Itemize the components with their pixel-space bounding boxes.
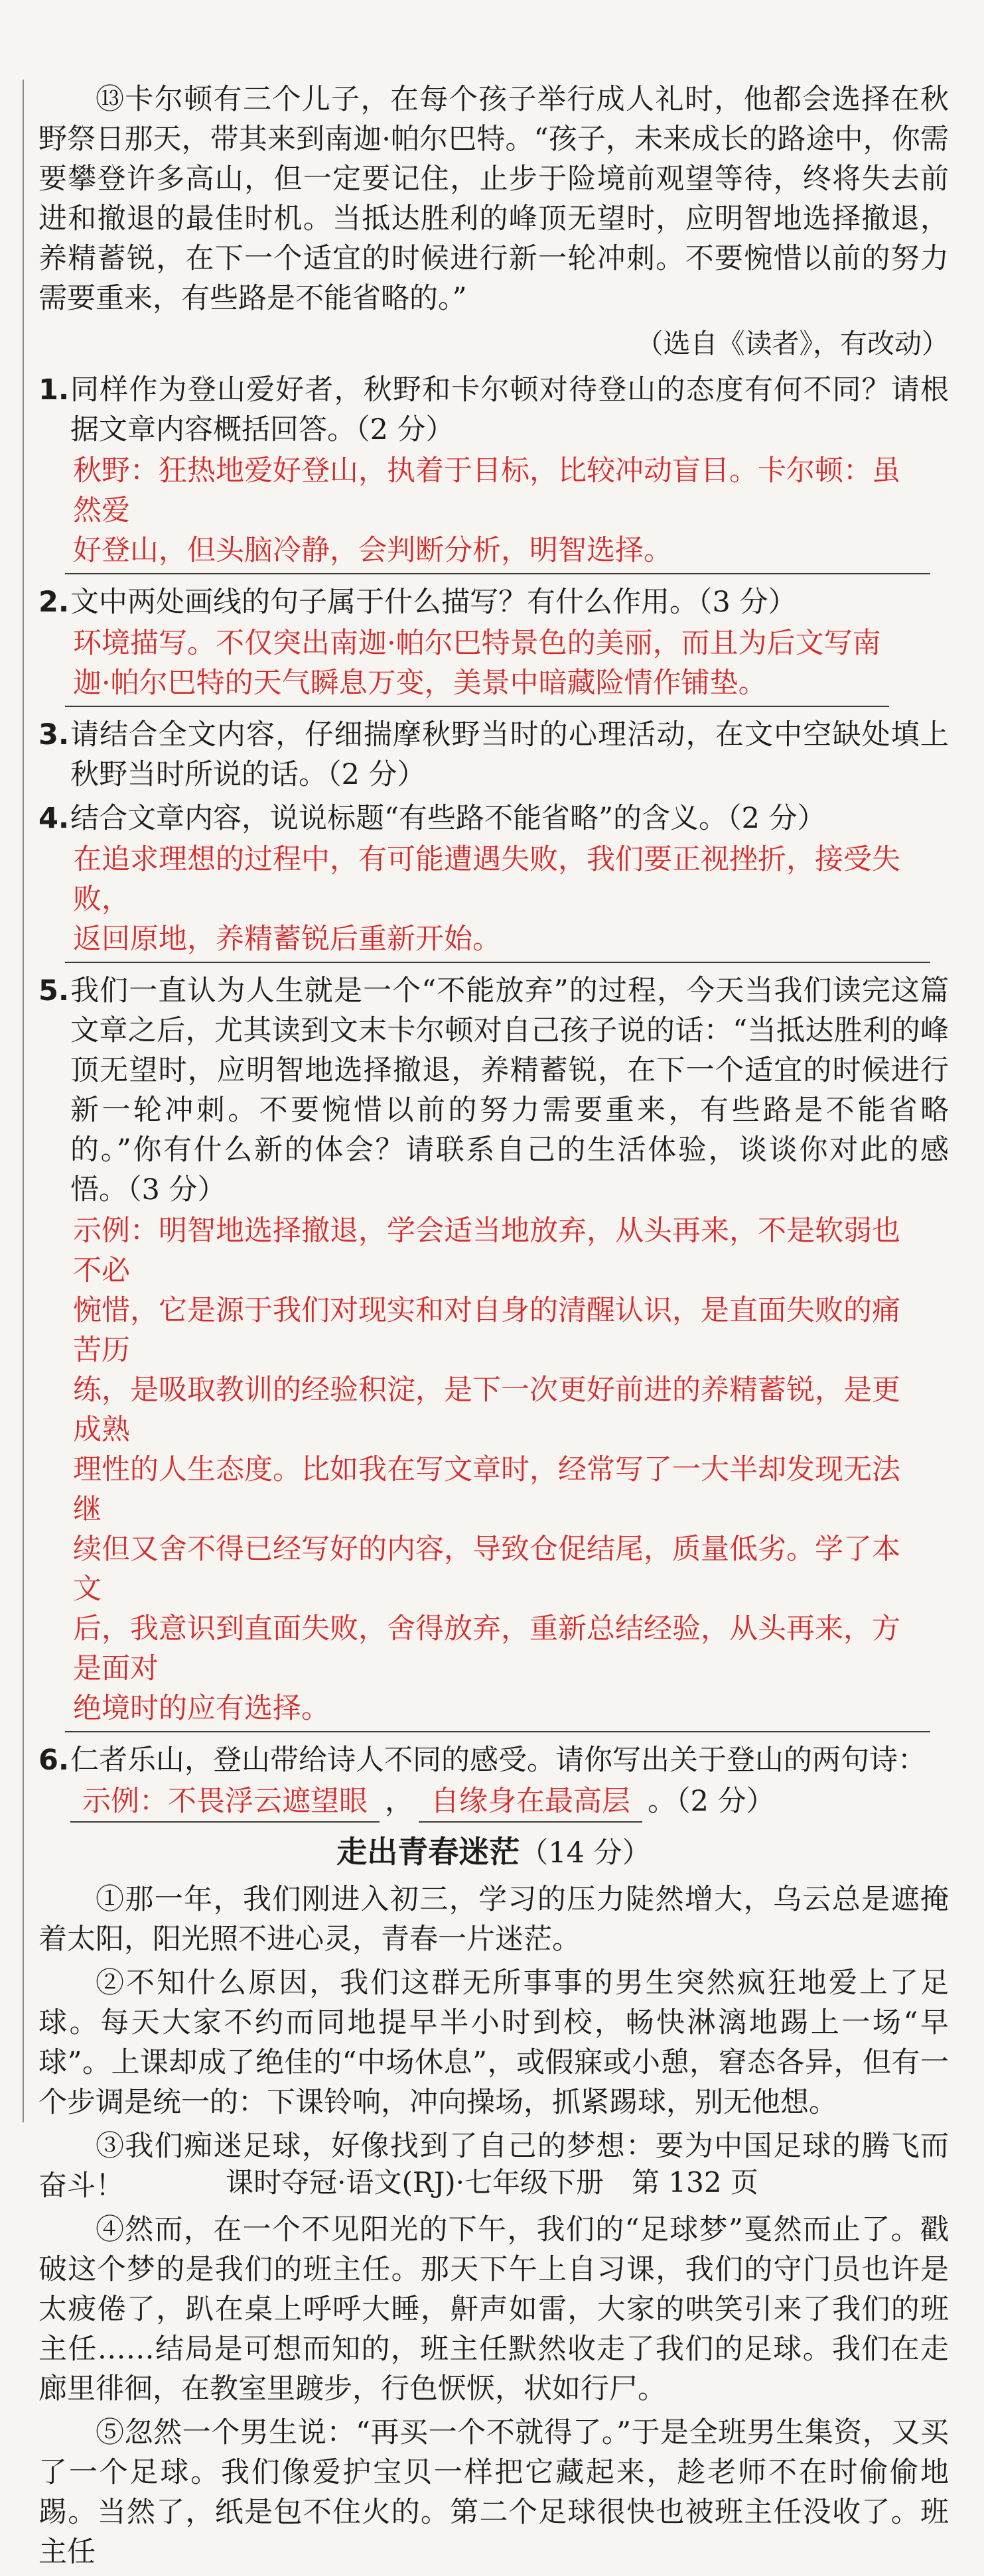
- section-paragraphs: [38, 1880, 949, 2572]
- section-paragraph-1: ①那一年，我们刚进入初三，学习的压力陡然增大，乌云总是遮掩着太阳，阳光照不进心灵，青春一片迷茫。: [38, 1883, 949, 1956]
- poem-blank-1[interactable]: 示例：不畏浮云遮望眼: [70, 1781, 380, 1823]
- answer-line: 示例：明智地选择撤退，学会适当地放弃，从头再来，不是软弱也不必: [73, 1214, 900, 1287]
- answer-line: 绝境时的应有选择。: [73, 1692, 330, 1725]
- answer-line: 理性的人生态度。比如我在写文章时，经常写了一大半却发现无法继: [73, 1453, 900, 1526]
- answer-line: 环境描写。不仅突出南迦·帕尔巴特景色的美丽，而且为后文写南: [73, 627, 881, 660]
- question-number: 1.: [38, 373, 70, 407]
- question-1: [38, 370, 949, 450]
- question-2: [38, 582, 949, 622]
- passage-source: （选自《读者》，有改动）: [636, 328, 949, 359]
- answer-line: 后，我意识到直面失败，舍得放弃，重新总结经验，从头再来，方是面对: [73, 1612, 900, 1685]
- question-5: [38, 971, 949, 1210]
- poem-separator: ，: [385, 1785, 413, 1818]
- answer-block: [65, 840, 930, 963]
- answer-line: 在追求理想的过程中，有可能遭遇失败，我们要正视挫折，接受失败，: [73, 843, 900, 916]
- question-text: 仁者乐山，登山带给诗人不同的感受。请你写出关于登山的两句诗：: [70, 1744, 926, 1777]
- section-title: [38, 1832, 949, 1873]
- question-3: [38, 715, 949, 795]
- question-text: 我们一直认为人生就是一个“不能放弃”的过程，今天当我们读完这篇文章之后，尤其读到文末卡尔顿对自己孩子说的话：“当抵达胜利的峰顶无望时，应明智地选择撤退，养精蓄锐，在下一个适宜的时候进行新一轮冲刺。不要惋惜以前的努力需要重来，有些路是不能省略的。”你有什么新的体会？请联系自己的生活体验，谈谈你对此的感悟。（3 分）: [70, 974, 949, 1206]
- section-paragraph-4: ④然而，在一个不见阳光的下午，我们的“足球梦”戛然而止了。戳破这个梦的是我们的班主任。那天下午上自习课，我们的守门员也许是太疲倦了，趴在桌上呼呼大睡，鼾声如雷，大家的哄笑引来了我们的班主任……结局是可想而知的，班主任默然收走了我们的足球。我们在走廊里徘徊，在教室里踱步，行色恹恹，状如行尸。: [38, 2213, 949, 2406]
- question-number: 3.: [38, 718, 70, 751]
- answer-line: 迦·帕尔巴特的天气瞬息万变，美景中暗藏险情作铺垫。: [73, 667, 767, 700]
- question-number: 2.: [38, 586, 70, 619]
- question-text: 文中两处画线的句子属于什么描写？有什么作用。（3 分）: [70, 586, 797, 619]
- poem-blank-2[interactable]: 自缘身在最高层: [419, 1781, 642, 1823]
- answer-line: 好登山，但头脑冷静，会判断分析，明智选择。: [73, 534, 672, 567]
- answer-block: [65, 451, 930, 574]
- section-paragraph-5: ⑤忽然一个男生说：“再买一个不就得了。”于是全班男生集资，又买了一个足球。我们像爱护宝贝一样把它藏起来，趁老师不在时偷偷地踢。当然了，纸是包不住火的。第二个足球很快也被班主任没收了。班主任: [38, 2416, 949, 2569]
- question-list: [38, 370, 949, 1736]
- answer-line: 返回原地，养精蓄锐后重新开始。: [73, 923, 501, 956]
- answer-line: 秋野：狂热地爱好登山，执着于目标，比较冲动盲目。卡尔顿：虽然爱: [73, 454, 900, 527]
- question-4: [38, 799, 949, 838]
- question-number: 6.: [38, 1744, 70, 1777]
- answer-block: [65, 623, 889, 707]
- page-footer: 课时夺冠·语文(RJ)·七年级下册 第 132 页: [226, 2166, 758, 2199]
- answer-line: 练，是吸取教训的经验积淀，是下一次更好前进的养精蓄锐，是更成熟: [73, 1374, 900, 1447]
- poem-answer-row: [65, 1781, 949, 1823]
- question-6: [38, 1740, 949, 1780]
- answer-line: 惋惜，它是源于我们对现实和对自身的清醒认识，是直面失败的痛苦历: [73, 1294, 900, 1367]
- question-text: 同样作为登山爱好者，秋野和卡尔顿对待登山的态度有何不同？请根据文章内容概括回答。（2 分）: [70, 373, 949, 446]
- question-number: 4.: [38, 802, 70, 835]
- passage-paragraph-13: ⑬卡尔顿有三个儿子，在每个孩子举行成人礼时，他都会选择在秋野祭日那天，带其来到南迦·帕尔巴特。“孩子，未来成长的路途中，你需要攀登许多高山，但一定要记住，止步于险境前观望等待，终将失去前进和撤退的最佳时机。当抵达胜利的峰顶无望时，应明智地选择撤退，养精蓄锐，在下一个适宜的时候进行新一轮冲刺。不要惋惜以前的努力需要重来，有些路是不能省略的。”: [38, 83, 949, 315]
- question-number: 5.: [38, 974, 70, 1007]
- answer-line: 续但又舍不得已经写好的内容，导致仓促结尾，质量低劣。学了本文: [73, 1533, 900, 1606]
- question-text: 请结合全文内容，仔细揣摩秋野当时的心理活动，在文中空缺处填上秋野当时所说的话。（2 分）: [70, 718, 949, 791]
- section-score: （14 分）: [520, 1836, 651, 1870]
- poem-score: 。（2 分）: [648, 1785, 775, 1818]
- section-paragraph-3: ③我们痴迷足球，好像找到了自己的梦想：要为中国足球的腾飞而奋斗！: [38, 2130, 949, 2203]
- section-title-text: 走出青春迷茫: [336, 1834, 520, 1870]
- answer-block: [65, 1211, 930, 1732]
- content-area: [38, 80, 949, 2576]
- question-text: 结合文章内容，说说标题“有些路不能省略”的含义。（2 分）: [70, 802, 826, 835]
- margin-rule: [23, 80, 24, 2122]
- section-paragraph-2: ②不知什么原因，我们这群无所事事的男生突然疯狂地爱上了足球。每天大家不约而同地提早半小时到校，畅快淋漓地踢上一场“早球”。上课却成了绝佳的“中场休息”，或假寐或小憩，窘态各异，但有一个步调是统一的：下课铃响，冲向操场，抓紧踢球，别无他想。: [38, 1966, 949, 2119]
